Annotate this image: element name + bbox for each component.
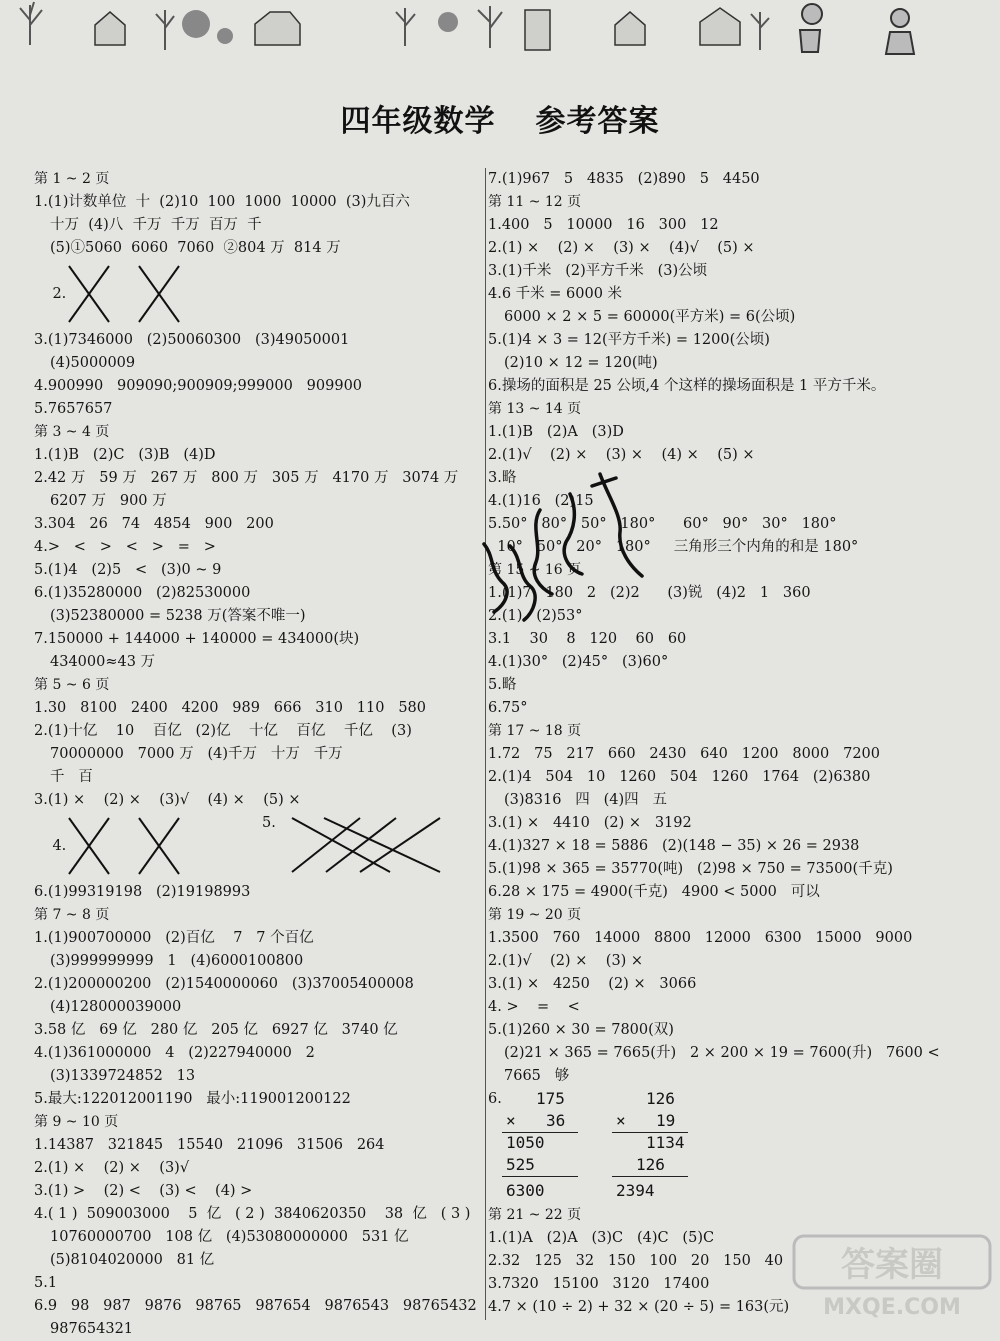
- answer-line: 3.1 30 8 120 60 60: [488, 631, 687, 647]
- page-title: [0, 96, 1000, 140]
- answer-line-matching: [34, 812, 479, 881]
- answer-line: 4.(1)30° (2)45° (3)60°: [488, 654, 669, 670]
- site-watermark-logo: [792, 1232, 992, 1322]
- calc2-rule: [612, 1176, 688, 1177]
- section-heading-p3-4: 第 3 ~ 4 页: [34, 424, 110, 440]
- calc2-times-sign: ×: [616, 1111, 626, 1130]
- answer-line: 4.900990 909090;900909;999000 909900: [34, 378, 363, 394]
- section-heading-p17-18: 第 17 ~ 18 页: [488, 723, 582, 739]
- answer-line: 434000≈43 万: [50, 654, 156, 670]
- calc1-partial-1: 1050: [506, 1133, 545, 1152]
- answer-line: 6000 × 2 × 5 = 60000(平方米) = 6(公顷): [504, 309, 796, 325]
- answer-line: 6.9 98 987 9876 98765 987654 9876543 98765432: [34, 1298, 477, 1314]
- calc1-partial-2: 525: [506, 1155, 535, 1174]
- answer-line: 70000000 7000 万 (4)千万 十万 千万: [50, 746, 343, 762]
- section-heading-p15-16: 第 15 ~ 16 页: [488, 562, 582, 578]
- question-number: 4.: [52, 838, 67, 854]
- answer-line: (3)8316 四 (4)四 五: [504, 792, 667, 808]
- answer-line: 3.略: [488, 470, 517, 486]
- answer-line: 987654321: [50, 1321, 134, 1337]
- calc2-result: 2394: [616, 1181, 655, 1200]
- answer-line-matching: [34, 260, 479, 329]
- header-banner-illustration: [0, 0, 1000, 70]
- title-subject: 四年级数学: [340, 104, 496, 139]
- answer-line: 4.( 1 ) 509003000 5 亿 ( 2 ) 3840620350 38 亿 ( 3 ): [34, 1206, 471, 1222]
- answer-line: (3)52380000 = 5238 万(答案不唯一): [50, 608, 306, 624]
- answer-line: 3.(1) × (2) × (3)√ (4) × (5) ×: [34, 792, 301, 808]
- calc1-result: 6300: [506, 1181, 545, 1200]
- answer-line: 4.(1)361000000 4 (2)227940000 2: [34, 1045, 315, 1061]
- answer-line: 6.28 × 175 = 4900(千克) 4900 < 5000 可以: [488, 884, 820, 900]
- answer-line: 2.(1) × (2) × (3) × (4)√ (5) ×: [488, 240, 755, 256]
- answer-line: 2.32 125 32 150 100 20 150 40: [488, 1253, 784, 1269]
- matching-lines-diagram-5: [290, 814, 450, 876]
- calc1-multiplier: 36: [546, 1111, 566, 1130]
- answer-line: 5.(1)4 (2)5 < (3)0 ~ 9: [34, 562, 222, 578]
- answer-line: 2.(1)√ (2) × (3) × (4) × (5) ×: [488, 447, 755, 463]
- answer-line: 1.14387 321845 15540 21096 31506 264: [34, 1137, 385, 1153]
- answer-line: 3.304 26 74 4854 900 200: [34, 516, 274, 532]
- answer-line: 6207 万 900 万: [50, 493, 167, 509]
- answer-line: 10° 50° 20° 180° 三角形三个内角的和是 180°: [488, 539, 859, 555]
- answer-line: 2.42 万 59 万 267 万 800 万 305 万 4170 万 3074 万: [34, 470, 459, 486]
- left-column: [34, 168, 479, 1341]
- section-heading-p19-20: 第 19 ~ 20 页: [488, 907, 582, 923]
- answer-line: 1.(1)900700000 (2)百亿 7 7 个百亿: [34, 930, 314, 946]
- answer-line: 2.(1)4 504 10 1260 504 1260 1764 (2)6380: [488, 769, 871, 785]
- answer-line: 1.(1)B (2)C (3)B (4)D: [34, 447, 216, 463]
- answer-line: 7665 够: [504, 1068, 570, 1084]
- handwriting-scribble: [470, 466, 670, 636]
- watermark-url: MXQE.COM: [823, 1295, 961, 1320]
- answer-line: 2.(1) × (2) × (3)√: [34, 1160, 190, 1176]
- question-number: 2.: [52, 286, 67, 302]
- answer-line: (5)①5060 6060 7060 ②804 万 814 万: [50, 240, 341, 256]
- answer-line: 4.> < > < > = >: [34, 539, 216, 555]
- answer-line: 3.7320 15100 3120 17400: [488, 1276, 710, 1292]
- answer-line: 1.400 5 10000 16 300 12: [488, 217, 719, 233]
- calc1-rule: [502, 1176, 578, 1177]
- answer-line: 3.(1)千米 (2)平方千米 (3)公顷: [488, 263, 708, 279]
- section-heading-p13-14: 第 13 ~ 14 页: [488, 401, 582, 417]
- answer-line: 3.(1)7346000 (2)50060300 (3)49050001: [34, 332, 350, 348]
- answer-line: 2.(1) (2)53°: [488, 608, 583, 624]
- answer-line: (2)21 × 365 = 7665(升) 2 × 200 × 19 = 7600(升) 7600 <: [504, 1045, 940, 1061]
- section-heading-p7-8: 第 7 ~ 8 页: [34, 907, 110, 923]
- answer-line: 4.7 × (10 ÷ 2) + 32 × (20 ÷ 5) = 163(元): [488, 1299, 790, 1315]
- section-heading-p11-12: 第 11 ~ 12 页: [488, 194, 582, 210]
- answer-line: 1.(1)计数单位 十 (2)10 100 1000 10000 (3)九百六: [34, 194, 410, 210]
- answer-line: 5.1: [34, 1275, 58, 1291]
- answer-line: 6.(1)35280000 (2)82530000: [34, 585, 251, 601]
- answer-line: 3.58 亿 69 亿 280 亿 205 亿 6927 亿 3740 亿: [34, 1022, 398, 1038]
- calc2-multiplicand: 126: [646, 1089, 675, 1108]
- section-heading-p1-2: 第 1 ~ 2 页: [34, 171, 110, 187]
- answer-line: 5.(1)4 × 3 = 12(平方千米) = 1200(公顷): [488, 332, 770, 348]
- answer-line: 千 百: [50, 769, 93, 785]
- answer-line: 1.72 75 217 660 2430 640 1200 8000 7200: [488, 746, 880, 762]
- answer-line: (4)128000039000: [50, 999, 182, 1015]
- answer-line: 6.操场的面积是 25 公顷,4 个这样的操场面积是 1 平方千米。: [488, 378, 886, 394]
- section-heading-p9-10: 第 9 ~ 10 页: [34, 1114, 119, 1130]
- answer-line: (2)10 × 12 = 120(吨): [504, 355, 658, 371]
- answer-line: 4.(1)327 × 18 = 5886 (2)(148 − 35) × 26 = 2938: [488, 838, 860, 854]
- answer-line: (4)5000009: [50, 355, 136, 371]
- answer-line: 2.(1)√ (2) × (3) ×: [488, 953, 644, 969]
- answer-line: 4.(1)16 (2)15: [488, 493, 594, 509]
- matching-lines-diagram-4: [64, 816, 204, 876]
- question-number: 6.: [488, 1091, 502, 1107]
- answer-line: 1.(1)A (2)A (3)C (4)C (5)C: [488, 1230, 715, 1246]
- watermark-text: 答案圈: [841, 1245, 943, 1285]
- answer-line: 2.(1)200000200 (2)1540000060 (3)37005400008: [34, 976, 414, 992]
- answer-line: 2.(1)十亿 10 百亿 (2)亿 十亿 百亿 千亿 (3): [34, 723, 412, 739]
- answer-line: (3)1339724852 13: [50, 1068, 196, 1084]
- vertical-multiplication: [488, 1088, 988, 1180]
- title-answer-key: 参考答案: [535, 104, 660, 139]
- answer-line: 5.7657657: [34, 401, 113, 417]
- calc2-partial-2: 126: [636, 1155, 665, 1174]
- vertical-multiplication-results: [488, 1180, 988, 1204]
- answer-line: 5.最大:122012001190 最小:119001200122: [34, 1091, 351, 1107]
- answer-line: 1.(1)7 180 2 (2)2 (3)锐 (4)2 1 360: [488, 585, 811, 601]
- calc2-multiplier: 19: [656, 1111, 676, 1130]
- answer-line: 7.(1)967 5 4835 (2)890 5 4450: [488, 171, 760, 187]
- calc1-times-sign: ×: [506, 1111, 516, 1130]
- answer-line: 5.(1)98 × 365 = 35770(吨) (2)98 × 750 = 73500(千克): [488, 861, 893, 877]
- answer-line: 5.(1)260 × 30 = 7800(双): [488, 1022, 674, 1038]
- answer-line: 1.30 8100 2400 4200 989 666 310 110 580: [34, 700, 426, 716]
- answer-line: 4. > = <: [488, 999, 580, 1015]
- calc2-partial-1: 1134: [646, 1133, 685, 1152]
- matching-lines-diagram: [64, 264, 204, 324]
- calc1-multiplicand: 175: [536, 1089, 565, 1108]
- answer-line: 5.略: [488, 677, 517, 693]
- section-heading-p5-6: 第 5 ~ 6 页: [34, 677, 110, 693]
- answer-line: 1.3500 760 14000 8800 12000 6300 15000 9000: [488, 930, 913, 946]
- answer-line: 3.(1) × 4250 (2) × 3066: [488, 976, 697, 992]
- answer-line: 十万 (4)八 千万 千万 百万 千: [50, 217, 262, 233]
- right-column: [488, 168, 988, 1319]
- answer-line: 5.50° 80° 50° 180° 60° 90° 30° 180°: [488, 516, 837, 532]
- answer-line: (5)8104020000 81 亿: [50, 1252, 215, 1268]
- answer-line: (3)999999999 1 (4)6000100800: [50, 953, 304, 969]
- answer-line: 6.75°: [488, 700, 528, 716]
- question-number: 5.: [262, 815, 276, 831]
- answer-line: 6.(1)99319198 (2)19198993: [34, 884, 251, 900]
- answer-line: 7.150000 + 144000 + 140000 = 434000(块): [34, 631, 360, 647]
- answer-line: 4.6 千米 = 6000 米: [488, 286, 623, 302]
- answer-line: 1.(1)B (2)A (3)D: [488, 424, 624, 440]
- column-divider: [485, 168, 486, 1320]
- answer-line: 3.(1) > (2) < (3) < (4) >: [34, 1183, 253, 1199]
- answer-line: 10760000700 108 亿 (4)53080000000 531 亿: [50, 1229, 409, 1245]
- answer-line: 3.(1) × 4410 (2) × 3192: [488, 815, 692, 831]
- section-heading-p21-22: 第 21 ~ 22 页: [488, 1207, 582, 1223]
